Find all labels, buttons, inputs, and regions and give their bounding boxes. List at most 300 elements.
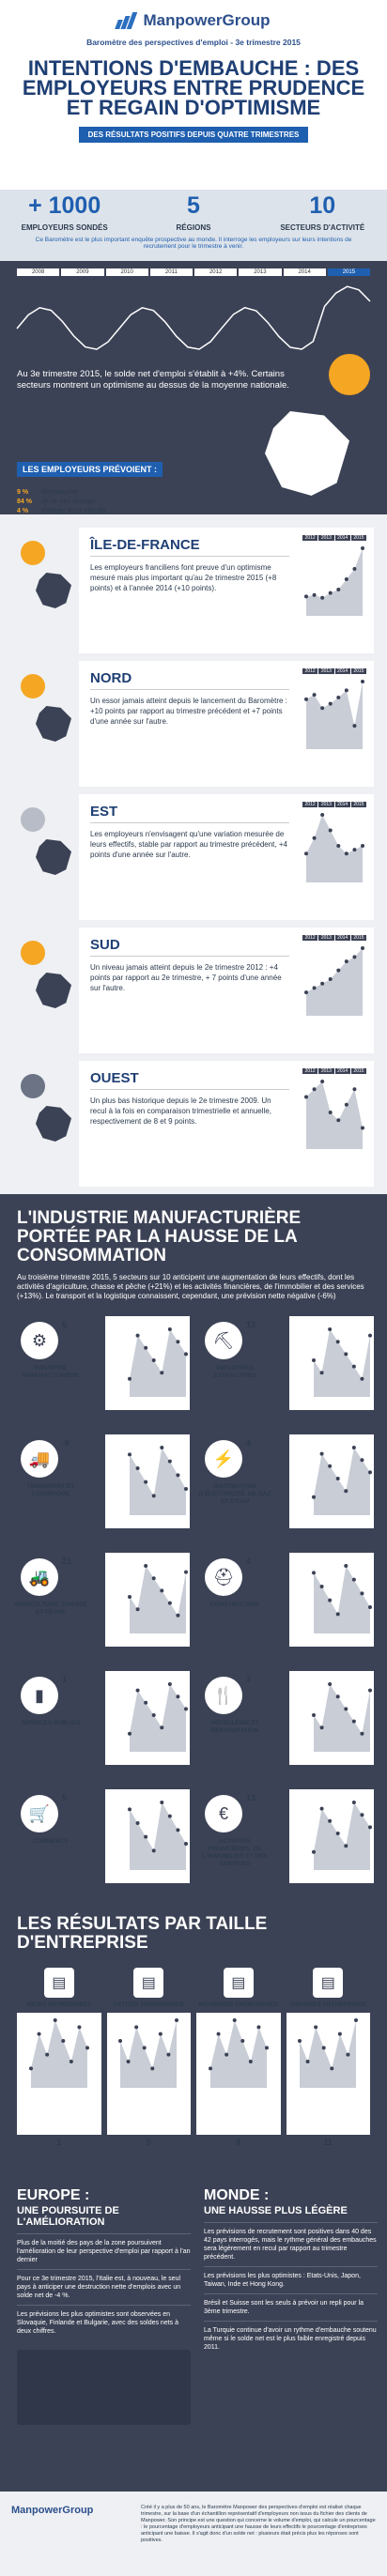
- sector-card: [13, 1312, 190, 1425]
- world-subtitle: UNE HAUSSE PLUS LÉGÈRE: [204, 2205, 348, 2216]
- data-point: [144, 1564, 147, 1568]
- data-point: [128, 1807, 132, 1811]
- brand-logo: [0, 9, 387, 32]
- data-point: [336, 1118, 340, 1122]
- industry-intro: Au troisième trimestre 2015, 5 secteurs sur 10 anticipent une augmentation de leurs effectifs, dont les activités d'agriculture, chasse et pêche (+21%) et les activités financières, de l'immobilier et des services (+13%). Le transport et la logistique connaissent, cependant, une prévision nette négative (-6%): [0, 1273, 387, 1309]
- data-point: [328, 1327, 332, 1331]
- data-point: [144, 1480, 147, 1484]
- data-point: [136, 1689, 140, 1693]
- region-card: [13, 928, 374, 1053]
- data-point: [336, 969, 340, 973]
- data-point: [136, 1466, 140, 1470]
- data-point: [313, 836, 317, 840]
- data-point: [344, 1707, 348, 1710]
- data-point: [152, 1713, 156, 1717]
- sector-icon: ⚙: [21, 1322, 58, 1359]
- mini-chart: [207, 2013, 271, 2088]
- region-card: [13, 794, 374, 920]
- data-point: [312, 1850, 316, 1854]
- sun-icon: [21, 941, 45, 965]
- data-point: [70, 2060, 73, 2063]
- sector-value: 5: [62, 1793, 68, 1802]
- data-point: [329, 591, 333, 595]
- stat-value: 5: [187, 192, 200, 219]
- data-point: [312, 1495, 316, 1499]
- size-card: [196, 1968, 281, 2147]
- region-name: ÎLE-DE-FRANCE: [90, 537, 289, 557]
- stats-bar: [0, 190, 387, 235]
- data-point: [352, 724, 356, 728]
- list-item: 4 % d'alléger leurs effectifs: [17, 508, 107, 514]
- mini-chart: [302, 1074, 366, 1149]
- size-value: 1: [56, 2138, 62, 2147]
- data-point: [144, 1835, 147, 1839]
- sun-icon: [21, 541, 45, 565]
- data-point: [77, 2025, 81, 2029]
- data-point: [304, 851, 308, 855]
- year-label: 2014: [335, 1068, 350, 1074]
- mini-chart: [302, 674, 366, 749]
- data-point: [265, 2046, 269, 2049]
- data-point: [304, 594, 308, 598]
- data-point: [160, 1801, 163, 1804]
- data-point: [128, 1377, 132, 1381]
- data-point: [336, 1832, 340, 1835]
- sector-card: [13, 1431, 190, 1543]
- region-text: Un niveau jamais atteint depuis le 2e trimestre 2012 : +4 points par rapport au 2e trimestre, + 7 points d'une année sur l'autre.: [90, 963, 282, 992]
- mini-chart: [302, 541, 366, 616]
- sector-icon: 🚜: [21, 1558, 58, 1596]
- sector-value: 4: [246, 1556, 252, 1566]
- data-point: [184, 1487, 188, 1491]
- data-point: [352, 1801, 356, 1804]
- sector-name: ACTIVITÉS FINANCIÈRES, DE L'IMMOBILIER ET DES SERVICES: [202, 1838, 268, 1867]
- sector-name: INDUSTRIES EXTRACTIVES: [213, 1365, 256, 1379]
- data-point: [347, 2053, 350, 2057]
- data-point: [368, 1605, 372, 1609]
- size-grid: [17, 1968, 370, 2147]
- data-point: [314, 2025, 317, 2029]
- year-label: 2015: [351, 668, 366, 674]
- data-point: [176, 1828, 179, 1832]
- data-point: [160, 1446, 163, 1449]
- sector-name: AGRICULTURE, CHASSE ET PÊCHE: [14, 1602, 87, 1616]
- mini-chart: [310, 1677, 374, 1752]
- data-point: [361, 1127, 364, 1130]
- data-point: [360, 1813, 364, 1817]
- data-point: [336, 844, 340, 848]
- data-point: [336, 1340, 340, 1343]
- data-point: [320, 982, 324, 986]
- data-point: [368, 1334, 372, 1338]
- year-label: 2014: [335, 668, 350, 674]
- mini-chart: [126, 1677, 190, 1752]
- data-point: [328, 1819, 332, 1823]
- sector-value: 21: [62, 1556, 72, 1566]
- data-point: [313, 986, 317, 989]
- data-point: [352, 955, 356, 958]
- europe-map-icon: [17, 2350, 191, 2425]
- year-label: 2012: [194, 268, 237, 276]
- brand-name: ManpowerGroup: [143, 11, 271, 29]
- data-point: [127, 2060, 131, 2063]
- footer-text: Créé il y a plus de 50 ans, le Baromètre Manpower des perspectives d'emploi est réalisé chaque trimestre, sur la base d'un échantillon représentatif d'employeurs non issus du fichier des clients de Manpower. Son principe est une question qui concerne le volume d'emploi, qui calcule un pourcentage : le pourcentage d'employeurs anticipant une hausse de leurs effectifs le pourcentage d'entreprises anticipant une baisse. Il s'agit donc d'un solde net : plusieurs était précis plus les réponses sont positives.: [141, 2505, 376, 2543]
- stat-employers: [8, 193, 121, 235]
- size-section: [0, 1902, 387, 2174]
- sector-icon: €: [205, 1795, 242, 1832]
- data-point: [232, 2018, 236, 2022]
- year-label: 2015: [351, 535, 366, 541]
- year-label: 2013: [318, 535, 333, 541]
- data-point: [304, 698, 308, 701]
- data-point: [45, 2053, 49, 2057]
- data-point: [320, 1585, 324, 1588]
- region-text: Un plus bas historique depuis le 2e trimestre 2009. Un recul à la fois en comparaison trimestrielle et annuelle, respectivement de 8 et 9 points.: [90, 1096, 271, 1126]
- sector-card: [197, 1549, 374, 1662]
- list-item: Brésil et Suisse sont les seuls à prévoir un repli pour la 3ème trimestre.: [204, 2293, 378, 2321]
- year-label: 2012: [302, 1068, 317, 1074]
- mini-chart: [310, 1558, 374, 1633]
- data-point: [168, 1602, 172, 1605]
- data-point: [176, 1614, 179, 1618]
- subtitle: Baromètre des perspectives d'emploi - 3e trimestre 2015: [86, 38, 301, 47]
- data-point: [360, 1732, 364, 1736]
- mini-chart: [27, 2013, 91, 2088]
- europe-title: EUROPE :: [17, 2187, 90, 2203]
- mini-chart: [310, 1795, 374, 1870]
- data-point: [344, 1844, 348, 1848]
- data-point: [168, 1460, 172, 1464]
- data-point: [345, 851, 348, 855]
- mini-chart: [310, 1440, 374, 1515]
- data-point: [143, 2046, 147, 2049]
- sector-card: [197, 1786, 374, 1898]
- data-point: [184, 1707, 188, 1710]
- data-point: [361, 546, 364, 550]
- data-point: [184, 1842, 188, 1846]
- year-label: 2015: [328, 268, 370, 276]
- sector-value: 4: [246, 1438, 252, 1448]
- data-point: [134, 2025, 138, 2029]
- mini-chart: [310, 1322, 374, 1397]
- region-map-icon: [36, 706, 71, 742]
- cloud-icon: [21, 807, 45, 832]
- data-point: [361, 946, 364, 950]
- data-point: [352, 1578, 356, 1582]
- data-point: [151, 2066, 155, 2070]
- sun-icon: [329, 354, 370, 395]
- year-label: 2013: [318, 668, 333, 674]
- size-name: PETITES ENTREPRISES: [113, 2001, 184, 2008]
- region-visual: [13, 528, 79, 653]
- size-title: LES RÉSULTATS PAR TAILLE D'ENTREPRISE: [17, 1909, 370, 1958]
- data-point: [61, 2039, 65, 2043]
- data-point: [328, 1682, 332, 1686]
- data-point: [345, 959, 348, 963]
- data-point: [320, 1080, 324, 1083]
- industry-title: L'INDUSTRIE MANUFACTURIÈRE PORTÉE PAR LA HAUSSE DE LA CONSOMMATION: [0, 1194, 387, 1273]
- list-item: La Turquie continue d'avoir un rythme d'embauche soutenu même si le solde net est le plus faible enregistré depuis 2011.: [204, 2321, 378, 2356]
- employers-label: LES EMPLOYEURS PRÉVOIENT :: [17, 462, 163, 477]
- data-point: [128, 1452, 132, 1456]
- sector-icon: ⚡: [205, 1440, 242, 1478]
- data-point: [352, 848, 356, 851]
- data-point: [344, 1489, 348, 1493]
- data-point: [336, 696, 340, 699]
- year-label: 2014: [335, 802, 350, 807]
- data-point: [144, 1346, 147, 1350]
- employers-list: [17, 488, 106, 516]
- year-label: 2013: [239, 268, 281, 276]
- sector-icon: ⛑: [205, 1558, 242, 1596]
- data-point: [128, 1732, 132, 1736]
- data-point: [152, 1848, 156, 1852]
- europe-column: [17, 2187, 191, 2492]
- sector-icon: 🛒: [21, 1795, 58, 1832]
- sector-card: [13, 1667, 190, 1780]
- region-visual: [13, 1061, 79, 1187]
- sector-name: COMMERCE: [32, 1838, 70, 1845]
- year-label: 2015: [351, 1068, 366, 1074]
- data-point: [256, 2025, 260, 2029]
- region-card: [13, 528, 374, 653]
- stat-sectors: [266, 193, 379, 235]
- list-item: 9 % d'embaucher: [17, 489, 80, 496]
- stat-label: SECTEURS D'ACTIVITÉ: [280, 223, 365, 232]
- region-visual: [13, 928, 79, 1053]
- data-point: [160, 1588, 163, 1592]
- data-point: [128, 1595, 132, 1599]
- region-text: Un essor jamais atteint depuis le lancement du Baromètre : +10 points par rapport au trimestre précédent et +7 points d'une année sur l'autre.: [90, 697, 287, 726]
- data-point: [361, 680, 364, 683]
- year-label: 2012: [302, 668, 317, 674]
- hero: [0, 0, 387, 190]
- data-point: [53, 2018, 56, 2022]
- size-name: MICRO ENTREPRISES: [26, 2001, 92, 2008]
- data-point: [344, 1352, 348, 1356]
- sector-value: 1: [62, 1675, 68, 1684]
- data-point: [312, 1358, 316, 1362]
- data-point: [336, 1477, 340, 1480]
- timeline-chart: [17, 280, 370, 355]
- mini-chart: [126, 1558, 190, 1633]
- sector-grid: [0, 1309, 387, 1902]
- sun-icon: [21, 674, 45, 698]
- region-visual: [13, 794, 79, 920]
- stat-value: 10: [309, 192, 336, 219]
- data-point: [354, 2018, 358, 2022]
- year-label: 2012: [302, 935, 317, 941]
- sector-value: 13: [246, 1793, 256, 1802]
- data-point: [136, 1607, 140, 1611]
- region-map-icon: [36, 839, 71, 875]
- world-title: MONDE :: [204, 2187, 270, 2203]
- data-point: [168, 1327, 172, 1331]
- data-point: [313, 593, 317, 597]
- data-point: [176, 1340, 179, 1343]
- mini-chart: [296, 2013, 360, 2088]
- region-map-icon: [36, 973, 71, 1008]
- data-point: [360, 1458, 364, 1462]
- net-employment-text: Au 3e trimestre 2015, le solde net d'emploi s'établit à +4%. Certains secteurs montrent un optimisme au dessus de la moyenne nationale.: [17, 369, 289, 391]
- data-point: [320, 1725, 324, 1729]
- list-item: Plus de la moitié des pays de la zone poursuivent l'amélioration de leur perspective d'emploi par rapport à l'an dernier: [17, 2233, 191, 2269]
- sector-card: [197, 1431, 374, 1543]
- sector-icon: 🚚: [21, 1440, 58, 1478]
- stat-regions: [137, 193, 250, 235]
- data-point: [159, 2032, 163, 2036]
- region-text: Les employeurs franciliens font preuve d'un optimisme mesuré mais plus important qu'au 2e trimestre 2015 (+8 points) et à l'année 2014 (+10 points).: [90, 563, 277, 592]
- data-point: [329, 702, 333, 706]
- sector-value: 6: [62, 1320, 68, 1329]
- logo-icon: [116, 12, 137, 29]
- size-card: [17, 1968, 101, 2147]
- size-value: 11: [323, 2138, 333, 2147]
- building-icon: ▤: [224, 1968, 254, 1998]
- data-point: [306, 2060, 310, 2063]
- stat-label: RÉGIONS: [176, 223, 211, 232]
- data-point: [352, 567, 356, 571]
- data-point: [328, 1599, 332, 1602]
- year-label: 2015: [351, 802, 366, 807]
- data-point: [184, 1571, 188, 1574]
- data-point: [360, 1377, 364, 1381]
- size-value: 9: [236, 2138, 241, 2147]
- data-point: [320, 706, 324, 710]
- building-icon: ▤: [313, 1968, 343, 1998]
- year-label: 2015: [351, 935, 366, 941]
- data-point: [152, 1494, 156, 1497]
- size-name: MOYENNES ENTREPRISES: [198, 2001, 279, 2008]
- data-point: [352, 1087, 356, 1091]
- data-point: [352, 1446, 356, 1449]
- sector-value: 13: [246, 1320, 256, 1329]
- building-icon: ▤: [133, 1968, 163, 1998]
- mini-chart: [302, 807, 366, 882]
- data-point: [160, 1371, 163, 1374]
- data-point: [304, 990, 308, 994]
- data-point: [152, 1358, 156, 1362]
- year-label: 2008: [17, 268, 59, 276]
- sector-name: INDUSTRIE MANUFACTURIÈRE: [22, 1365, 80, 1379]
- list-item: Les prévisions les plus optimistes sont observées en Slovaquie, Finlande et Bulgarie, avec des soldes nets à deux chiffres.: [17, 2305, 191, 2340]
- data-point: [338, 2032, 342, 2036]
- mini-chart: [126, 1795, 190, 1870]
- sector-name: DISTRIBUTION D'ÉLECTRICITÉ, DE GAZ ET D'EAU: [198, 1483, 271, 1505]
- year-label: 2014: [284, 268, 326, 276]
- europe-subtitle: UNE POURSUITE DE L'AMÉLIORATION: [17, 2205, 119, 2228]
- stats-note: Ce Baromètre est le plus important enquête prospective au monde. Il interroge les employeurs sur leurs intentions de recrutement pour le trimestre à venir.: [0, 235, 387, 261]
- storm-icon: [21, 1074, 45, 1098]
- year-label: 2013: [318, 1068, 333, 1074]
- data-point: [345, 577, 348, 581]
- size-card: [107, 1968, 192, 2147]
- data-point: [313, 693, 317, 697]
- year-label: 2013: [318, 802, 333, 807]
- list-item: Les prévisions de recrutement sont positives dans 40 des 42 pays interrogés, mais le rythme général des embauches sera légèrement en recul par rapport au trimestre précédent.: [204, 2222, 378, 2266]
- region-visual: [13, 661, 79, 787]
- data-point: [336, 1612, 340, 1616]
- list-item: 84 % de ne rien changer: [17, 498, 97, 505]
- data-point: [345, 688, 348, 692]
- data-point: [176, 1473, 179, 1477]
- footer: [0, 2492, 387, 2576]
- region-name: SUD: [90, 937, 289, 957]
- data-point: [312, 1713, 316, 1717]
- data-point: [118, 2039, 122, 2043]
- regions-list: [0, 514, 387, 1187]
- timeline-years: [17, 268, 370, 276]
- data-point: [176, 1694, 179, 1698]
- data-point: [320, 596, 324, 600]
- data-point: [298, 2039, 302, 2043]
- data-point: [329, 829, 333, 833]
- sector-value: -6: [62, 1438, 70, 1448]
- year-label: 2013: [318, 935, 333, 941]
- data-point: [361, 844, 364, 848]
- data-point: [360, 1591, 364, 1595]
- data-point: [224, 2053, 228, 2057]
- year-label: 2012: [302, 535, 317, 541]
- sector-name: HÔTELLERIE ET RESTAURATION: [210, 1720, 259, 1734]
- world-column: [204, 2187, 378, 2492]
- sector-icon: ⛏: [205, 1322, 242, 1359]
- data-point: [368, 1470, 372, 1474]
- sector-card: [13, 1786, 190, 1898]
- sector-name: SERVICES PUBLICS: [21, 1720, 81, 1726]
- year-label: 2014: [335, 535, 350, 541]
- region-map-icon: [36, 1106, 71, 1142]
- year-label: 2012: [302, 802, 317, 807]
- sector-card: [197, 1312, 374, 1425]
- data-point: [344, 1564, 348, 1568]
- data-point: [85, 2046, 89, 2049]
- employers-forecast: [0, 465, 387, 514]
- data-point: [249, 2060, 253, 2063]
- data-point: [331, 2066, 334, 2070]
- sector-value: 3: [246, 1675, 252, 1684]
- year-label: 2014: [335, 935, 350, 941]
- size-name: GRANDES ENTREPRISES: [290, 2001, 366, 2008]
- data-point: [345, 1103, 348, 1107]
- region-text: Les employeurs n'envisagent qu'une variation mesurée de leurs effectifs, stable par rapport au trimestre précédent, +4 points d'une année sur l'autre.: [90, 830, 287, 859]
- stat-label: EMPLOYEURS SONDÉS: [21, 223, 108, 232]
- data-point: [209, 2066, 212, 2070]
- data-point: [368, 1689, 372, 1693]
- mini-chart: [116, 2013, 180, 2088]
- region-card: [13, 661, 374, 787]
- sector-card: [13, 1549, 190, 1662]
- data-point: [329, 1111, 333, 1114]
- mini-chart: [126, 1440, 190, 1515]
- data-point: [352, 1365, 356, 1369]
- data-point: [216, 2032, 220, 2036]
- sector-name: TRANSPORT ET LOGISTIQUE: [26, 1483, 75, 1497]
- data-point: [136, 1821, 140, 1825]
- building-icon: ▤: [44, 1968, 74, 1998]
- data-point: [368, 1825, 372, 1829]
- year-label: 2011: [150, 268, 193, 276]
- international-section: [0, 2174, 387, 2492]
- data-point: [313, 1087, 317, 1091]
- data-point: [328, 1464, 332, 1468]
- data-point: [240, 2039, 244, 2043]
- region-name: NORD: [90, 670, 289, 690]
- sector-icon: 🍴: [205, 1677, 242, 1714]
- data-point: [160, 1725, 163, 1729]
- page-title: INTENTIONS D'EMBAUCHE : DES EMPLOYEURS ENTRE PRUDENCE ET REGAIN D'OPTIMISME: [22, 56, 365, 119]
- mini-chart: [126, 1322, 190, 1397]
